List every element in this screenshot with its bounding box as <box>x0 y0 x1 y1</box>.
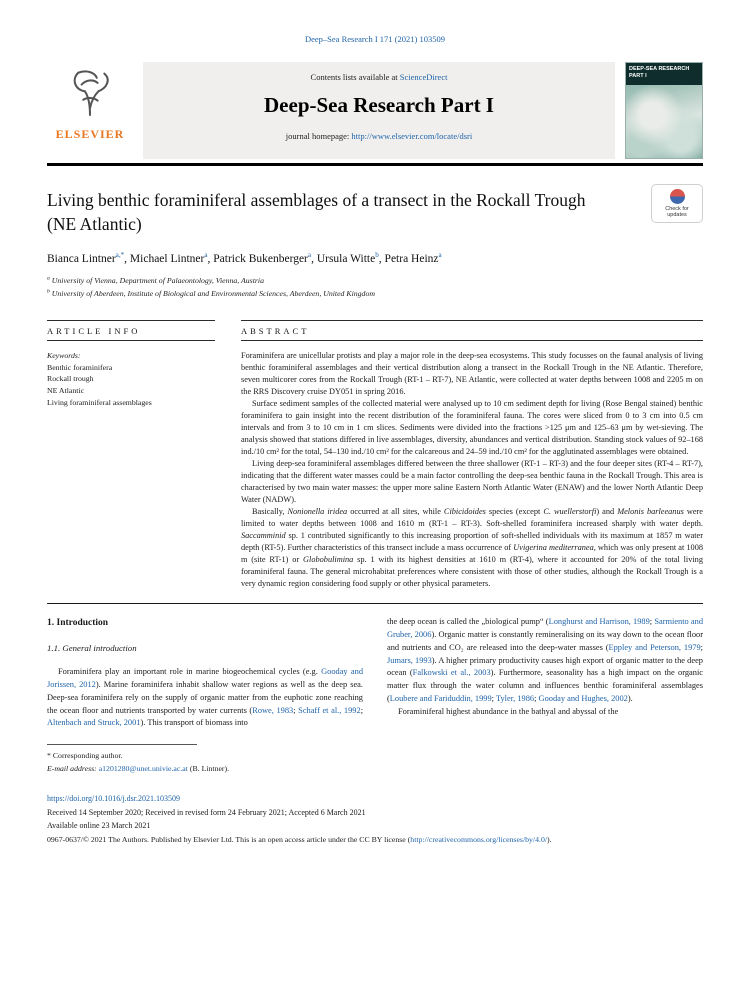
inline-link[interactable]: Gooday and Jorissen, 2012 <box>47 667 364 689</box>
abstract-paragraph <box>241 506 703 590</box>
inline-link[interactable]: a1201280@unet.univie.ac.at <box>98 763 188 773</box>
journal-header <box>47 62 703 159</box>
section-heading-introduction: 1. Introduction <box>47 618 109 629</box>
text-segment: , Petra Heinz <box>378 252 439 265</box>
text-segment: ; <box>649 617 655 627</box>
affiliations <box>47 274 703 301</box>
article-info-heading: ARTICLE INFO <box>47 320 215 341</box>
check-for-updates-badge[interactable] <box>651 184 703 224</box>
inline-link[interactable]: Eppley and Peterson, 1979 <box>608 642 701 652</box>
body-paragraph <box>387 706 703 719</box>
journal-ref[interactable]: Deep–Sea Research I 171 (2021) 103509 <box>305 34 445 44</box>
text-segment: University of Aberdeen, Institute of Biological and Environmental Sciences, Aberdeen, United Kingdom <box>49 288 375 298</box>
abstract-text <box>241 341 703 590</box>
inline-link[interactable]: Sarmiento and Gruber, 2006 <box>387 617 704 640</box>
text-segment: Globobulimina <box>303 555 354 565</box>
available-online-line: Available online 23 March 2021 <box>47 820 151 830</box>
contents-line <box>151 72 607 82</box>
title-row <box>47 188 703 236</box>
text-segment: ). This transport of biomass into <box>140 718 248 728</box>
text-segment: ). <box>627 694 633 704</box>
text-segment: Living deep-sea foraminiferal assemblages differed between the three shallower (RT-1 – RT-3) and the four deeper sites (RT-4 – RT-7), indicating that the different water masses could be a main factor controlling the deep-sea benthic fauna in the Rockall Trough. This area is characterised by two main water masses: the upper more saline Eastern North Atlantic Water (ENAW) and the lower North Atlantic Deep Water (NADW). <box>241 459 703 505</box>
text-segment: sp. 1 contributed significantly to this increasing proportion of soft-shelled individuals with its maximum at 1857 m water depth (RT-5). Further characteristics of this transect include a mass occurrence of <box>241 531 703 553</box>
affiliation-a <box>47 274 703 287</box>
text-segment: Foraminifera are unicellular protists and play a major role in the deep-sea ecosystems. This study focusses on the faunal analysis of living benthic foraminiferal assemblages and their vertical distribution along a transect in the Rockall Trough in the NE Atlantic. Therefore, seven multicorer cores from the Rockall Trough (RT-1 – RT-7), NE Atlantic, were collected at water depths between 1008 and 2205 m on the RRS Discovery cruise DY051 in spring 2016. <box>241 351 703 397</box>
text-segment: Foraminifera play an important role in marine biogeochemical cycles (e.g. <box>58 667 322 677</box>
article-info-column <box>47 320 215 590</box>
abstract-bottom-divider <box>47 603 703 604</box>
left-column <box>47 616 363 730</box>
homepage-line <box>151 131 607 141</box>
text-segment: b <box>375 250 379 259</box>
text-segment: a <box>438 250 442 259</box>
abstract-column <box>241 320 703 590</box>
cover-title-line1: DEEP-SEA RESEARCH <box>629 66 690 72</box>
text-segment: ; <box>534 694 539 704</box>
inline-link[interactable]: Altenbach and Struck, 2001 <box>47 718 141 728</box>
inline-link[interactable]: Rowe, 1983 <box>252 705 294 715</box>
text-segment: Foraminiferal highest abundance in the bathyal and abyssal of the <box>398 706 619 716</box>
inline-link[interactable]: Longhurst and Harrison, 1989 <box>548 617 650 627</box>
text-segment: ; <box>293 705 299 715</box>
inline-link[interactable]: Schaff et al., 1992 <box>298 705 361 715</box>
text-segment: the deep ocean is called the „biological pump“ ( <box>387 617 549 627</box>
footnote-block <box>47 744 703 775</box>
subsection-heading-general-introduction: 1.1. General introduction <box>47 642 137 653</box>
cover-title-line2: PART I <box>629 73 647 80</box>
text-segment: species (except <box>485 507 544 517</box>
text-segment: , which was only present at 1008 m (site RT-1) or <box>241 543 703 565</box>
text-segment: 0967-0637/© 2021 The Authors. Published by Elsevier Ltd. This is an open access article under the CC BY license ( <box>47 835 411 845</box>
main-text-columns <box>47 616 703 730</box>
keywords-block <box>47 341 215 408</box>
contents-prefix: Contents lists available at <box>310 72 400 82</box>
text-segment: , Michael Lintner <box>124 252 205 265</box>
abstract-paragraph <box>241 398 703 458</box>
text-segment: a,* <box>115 250 125 259</box>
text-segment: b <box>47 288 50 295</box>
affiliation-b <box>47 287 703 300</box>
text-segment: a <box>204 250 208 259</box>
received-dates-line: Received 14 September 2020; Received in revised form 24 February 2021; Accepted 6 March 2021 <box>47 808 366 818</box>
journal-cover-thumbnail[interactable] <box>625 62 703 159</box>
journal-title: Deep-Sea Research Part I <box>264 93 494 117</box>
text-segment: Nonionella iridea <box>287 507 348 517</box>
inline-link[interactable]: Tyler, 1986 <box>495 694 535 704</box>
check-updates-label: Check for updates <box>665 205 689 219</box>
footnote-divider <box>47 744 197 745</box>
text-segment: sp. 1 with its highest densities at 1610 m (RT-4), where it accounted for 20% of the total living foraminiferal fauna. The general microhabitat preferences where consistent with those of other studies, although the Rockall Trough is a very dynamic region considering food supply or other physical parameters. <box>241 555 703 589</box>
text-segment: Bianca Lintner <box>47 252 116 265</box>
text-segment: ; <box>360 705 364 715</box>
text-segment: Saccamminid <box>241 531 286 541</box>
crossmark-icon <box>670 189 685 204</box>
text-segment: were limited to water depths between 1008 and 1610 m (RT-1 – RT-3). Soft-shelled foraminifera increased sharply with water depth. <box>241 507 703 529</box>
corresponding-author-note: * Corresponding author. <box>47 751 123 761</box>
author-list <box>47 251 703 265</box>
elsevier-wordmark: ELSEVIER <box>55 127 125 141</box>
text-segment: C. wuellerstorfi <box>543 507 597 517</box>
body-paragraph <box>47 666 363 730</box>
abstract-paragraph <box>241 458 703 506</box>
inline-link[interactable]: Gooday and Hughes, 2002 <box>538 694 628 704</box>
text-segment: a <box>47 275 50 282</box>
text-segment: ). Organic matter is constantly remineralising on its way down to the ocean floor and nutrients and CO₂ are released into the deep-water masses ( <box>387 630 703 652</box>
text-segment: University of Vienna, Department of Palaeontology, Vienna, Austria <box>49 275 264 285</box>
journal-homepage-link[interactable]: http://www.elsevier.com/locate/dsri <box>351 131 473 141</box>
journal-banner <box>143 62 615 159</box>
journal-cover-title <box>626 63 702 85</box>
right-column <box>387 616 703 730</box>
abstract-paragraph <box>241 350 703 398</box>
doi-link[interactable]: https://doi.org/10.1016/j.dsr.2021.103509 <box>47 793 180 803</box>
text-segment: , Patrick Bukenberger <box>207 252 308 265</box>
text-segment: Basically, <box>252 507 288 517</box>
keyword-item: Rockall trough <box>47 374 94 384</box>
info-abstract-section <box>47 320 703 590</box>
text-segment: ) and <box>596 507 618 517</box>
text-segment: Surface sediment samples of the collected material were analysed up to 10 cm sediment depth for living (Rose Bengal stained) benthic foraminifera to gain insight into the recent distribution of the foraminiferal fauna. The cores were sliced from 0 to 3 cm into 0.5 cm intervals and from 3 to 10 cm in 1 cm slices. Sediments were divided into the fractions >125 μm and 125–63 μm by wet-sieving. The analysis showed that stations differed in live assemblages, diversity, abundances and vertical distribution. Standing stock values of 92–168 ind./10 cm² for the total, 54–130 ind./10 cm² for the calcareous and 24–59 ind./10 cm² for the agglutinated assemblages were obtained. <box>241 399 703 457</box>
keywords-label: Keywords: <box>47 351 81 361</box>
keyword-item: Living foraminiferal assemblages <box>47 397 152 407</box>
homepage-prefix: journal homepage: <box>285 131 352 141</box>
keyword-item: Benthic foraminifera <box>47 362 113 372</box>
article-footer <box>47 793 703 846</box>
text-segment: E-mail address: <box>47 763 99 773</box>
text-segment: ; <box>491 694 496 704</box>
text-segment: ). Furthermore, seasonality has a high impact on the organic matter flux through the water column and influences benthic foraminiferal assemblages ( <box>387 668 703 704</box>
text-segment: ; <box>700 642 703 652</box>
text-segment: ). <box>547 835 552 845</box>
elsevier-tree-icon <box>63 66 117 125</box>
copyright-line <box>47 834 703 846</box>
text-segment: (B. Lintner). <box>187 763 230 773</box>
text-segment: ). Marine foraminifera inhabit shallow water regions as well as the deep sea. Deep-sea foraminifera rely on the supply of organic matter from the euphotic zone reaching the ocean floor and nutrients transported by water currents ( <box>47 679 363 715</box>
text-segment: Cibicidoides <box>443 507 486 517</box>
inline-link[interactable]: http://creativecommons.org/licenses/by/4.0/ <box>410 835 548 845</box>
text-segment: occurred at all sites, while <box>347 507 444 517</box>
body-paragraph <box>387 616 703 705</box>
text-segment: ). A higher primary productivity causes high export of organic matter to the deep ocean ( <box>387 655 703 678</box>
keyword-item: NE Atlantic <box>47 386 85 396</box>
elsevier-logo[interactable] <box>47 62 133 159</box>
inline-link[interactable]: Falkowski et al., 2003 <box>412 668 491 678</box>
article-title: Living benthic foraminiferal assemblages of a transect in the Rockall Trough (NE Atlantic) <box>47 189 586 234</box>
email-line <box>47 763 703 775</box>
text-segment: , Ursula Witte <box>311 252 376 265</box>
inline-link[interactable]: Jumars, 1993 <box>387 655 432 665</box>
text-segment: a <box>307 250 312 259</box>
header-divider <box>47 163 703 166</box>
sciencedirect-link[interactable]: ScienceDirect <box>399 72 448 82</box>
inline-link[interactable]: Loubere and Fariduddin, 1999 <box>389 694 492 704</box>
text-segment: Uvigerina mediterranea <box>513 543 594 553</box>
abstract-heading: ABSTRACT <box>241 320 703 341</box>
text-segment: Melonis barleeanus <box>617 507 684 517</box>
